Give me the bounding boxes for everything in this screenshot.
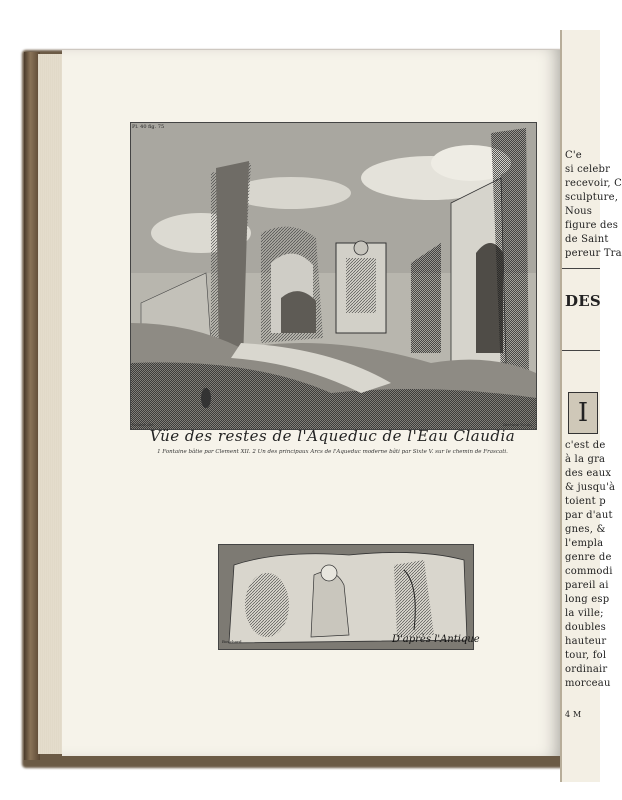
divider: [562, 268, 600, 269]
engraver-credit: Bertaux Sculp.: [503, 422, 533, 427]
text-line: C'e: [565, 150, 582, 161]
text-line: pareil ai: [565, 580, 609, 591]
text-line: c'est de: [565, 440, 606, 451]
text-line: tour, fol: [565, 650, 607, 661]
text-line: ordinair: [565, 664, 608, 675]
page-edges: [38, 54, 64, 754]
text-line: des eaux: [565, 468, 612, 479]
relief-caption: D'après l'Antique: [392, 634, 480, 645]
section-heading: DES: [565, 292, 601, 310]
text-line: si celebr: [565, 164, 611, 175]
text-line: recevoir, C: [565, 178, 622, 189]
plate-title: Vüe des restes de l'Aqueduc de l'Eau Claudia: [149, 427, 516, 445]
text-line: la ville;: [565, 608, 604, 619]
text-line: toient p: [565, 496, 606, 507]
plate-number: Pl. 40 fig. 75: [132, 124, 165, 130]
text-line: hauteur: [565, 636, 607, 647]
text-line: sculpture,: [565, 192, 619, 203]
text-line: de Saint: [565, 234, 609, 245]
text-line: à la gra: [565, 454, 606, 465]
text-line: & jusqu'à: [565, 482, 616, 493]
plate-subtitle: 1 Fontaine bâtie par Clement XII. 2 Un des principaux Arcs de l'Aqueduc moderne bâti par Sixte V. sur le chemin de Frascati.: [157, 449, 508, 455]
relief-credit: Bouchard: [222, 639, 242, 644]
text-line: commodi: [565, 566, 613, 577]
text-line: genre de: [565, 552, 612, 563]
artist-credit: Robert del.: [132, 422, 155, 427]
text-line: morceau: [565, 678, 611, 689]
text-line: figure des: [565, 220, 619, 231]
text-line: gnes, &: [565, 524, 606, 535]
aqueduct-ruins-engraving: [131, 123, 536, 429]
text-line: par d'aut: [565, 510, 613, 521]
text-line: Nous: [565, 206, 593, 217]
footnote: 4 M: [565, 710, 582, 719]
divider: [562, 350, 600, 351]
drop-cap: I: [568, 392, 598, 434]
engraving-plate: [130, 122, 537, 430]
text-line: l'empla: [565, 538, 604, 549]
right-page-edge: [560, 30, 622, 782]
text-line: doubles: [565, 622, 606, 633]
text-line: pereur Tra: [565, 248, 622, 259]
text-line: long esp: [565, 594, 610, 605]
